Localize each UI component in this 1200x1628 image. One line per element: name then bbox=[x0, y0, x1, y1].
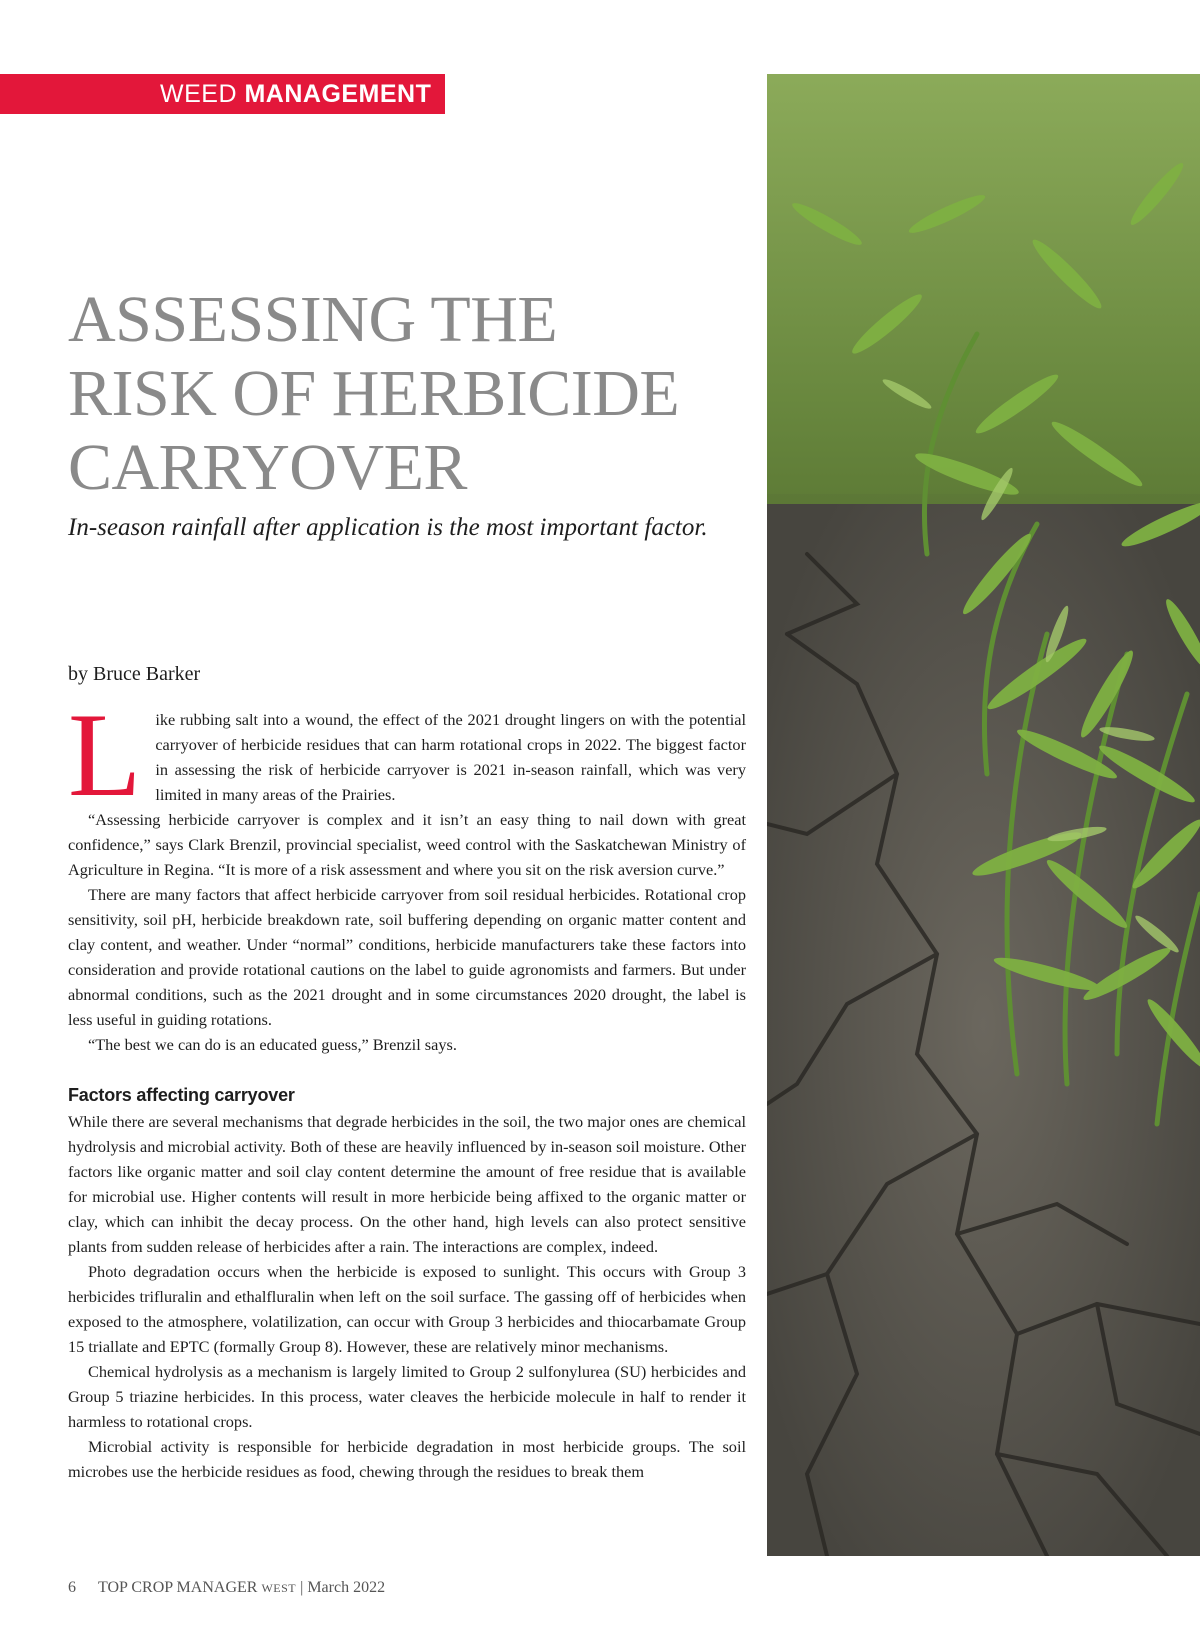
body-paragraph: Chemical hydrolysis as a mechanism is largely limited to Group 2 sulfonylurea (SU) herbicides and Group 5 triazine herbicides. In this process, water cleaves the herbicide molecule in half to render it harmless to rotational crops. bbox=[68, 1362, 746, 1431]
body-paragraph: Microbial activity is responsible for herbicide degradation in most herbicide groups. The soil microbes use the herbicide residues as food, chewing through the residues to break them bbox=[68, 1437, 746, 1481]
footer-separator: | bbox=[300, 1579, 304, 1596]
body-paragraph: Photo degradation occurs when the herbicide is exposed to sunlight. This occurs with Group 3 herbicides trifluralin and ethalfluralin when left on the soil surface. The gassing off of herbicides when exposed to the atmosphere, volatilization, can occur with Group 3 herbicides and thiocarbamate Group 15 triallate and EPTC (formally Group 8). However, these are relatively minor mechanisms. bbox=[68, 1262, 746, 1356]
drop-cap: L bbox=[68, 688, 142, 821]
body-paragraph: “Assessing herbicide carryover is complex and it isn’t an easy thing to nail down with great confidence,” says Clark Brenzil, provincial specialist, weed control with the Saskatchewan Ministry of Agriculture in Regina. “It is more of a risk assessment and where you sit on the risk aversion curve.” bbox=[68, 810, 746, 879]
article-title bbox=[68, 283, 768, 505]
page-number: 6 bbox=[68, 1579, 76, 1596]
section-header-tab bbox=[0, 74, 445, 114]
lead-paragraph bbox=[68, 688, 746, 821]
lead-paragraph-text: ike rubbing salt into a wound, the effect of the 2021 drought lingers on with the potential carryover of herbicide residues that can harm rotational crops in 2022. The biggest factor in assessing the risk of herbicide carryover is 2021 in-season rainfall, which was very limited in many areas of the Prairies. bbox=[155, 710, 746, 804]
magazine-edition: WEST bbox=[261, 1581, 297, 1595]
section-label-bold: MANAGEMENT bbox=[244, 80, 432, 108]
crop-seedlings-photo bbox=[767, 74, 1200, 1556]
subheading: Factors affecting carryover bbox=[68, 1085, 295, 1105]
issue-date: March 2022 bbox=[307, 1579, 386, 1596]
section-label-light: WEED bbox=[160, 80, 237, 108]
title-line: CARRYOVER bbox=[68, 431, 467, 504]
article-subtitle: In-season rainfall after application is the most important factor. bbox=[68, 514, 708, 541]
article-body bbox=[68, 688, 746, 1484]
title-line: RISK OF HERBICIDE bbox=[68, 357, 680, 430]
body-paragraph: “The best we can do is an educated guess,” Brenzil says. bbox=[88, 1035, 457, 1054]
page-footer bbox=[68, 1578, 385, 1598]
body-paragraph: While there are several mechanisms that degrade herbicides in the soil, the two major ones are chemical hydrolysis and microbial activity. Both of these are heavily influenced by in-season soil moisture. Other factors like organic matter and soil clay content determine the amount of free residue that is available for microbial use. Higher contents will result in more herbicide being affixed to the organic matter or clay, which can inhibit the decay process. On the other hand, high levels can also protect sensitive plants from sudden release of herbicides after a rain. The interactions are complex, indeed. bbox=[68, 1112, 746, 1256]
magazine-name: TOP CROP MANAGER bbox=[98, 1579, 258, 1596]
body-paragraph: There are many factors that affect herbicide carryover from soil residual herbicides. Rotational crop sensitivity, soil pH, herbicide breakdown rate, soil buffering depending on organic matter content and clay content, and weather. Under “normal” conditions, herbicide manufacturers take these factors into consideration and provide rotational cautions on the label to guide agronomists and farmers. But under abnormal conditions, such as the 2021 drought and in some circumstances 2020 drought, the label is less useful in guiding rotations. bbox=[68, 885, 746, 1029]
title-line: ASSESSING THE bbox=[68, 283, 558, 356]
byline: by Bruce Barker bbox=[68, 663, 201, 685]
